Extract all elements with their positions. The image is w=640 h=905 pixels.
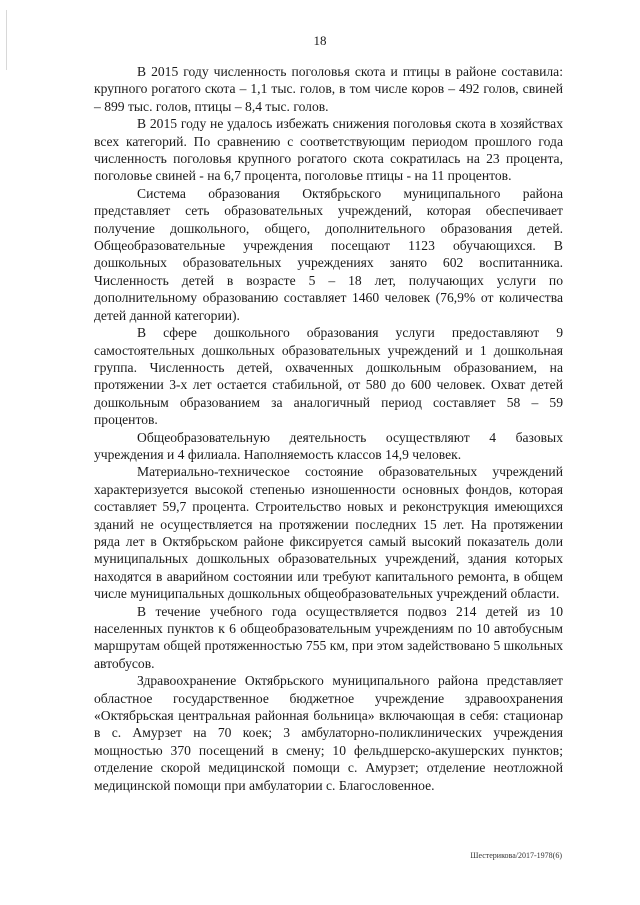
- page-number: 18: [313, 33, 327, 48]
- document-footer-code: Шестерикова/2017-1978(6): [470, 851, 562, 860]
- paragraph-livestock-count: В 2015 году численность поголовья скота и птицы в районе составила: крупного рогатого скота – 1,1 тыс. голов, в том числе коров – 492 голов, свиней – 899 тыс. голов, птицы – 8,4 тыс. голов.: [94, 64, 563, 114]
- document-body: [94, 63, 563, 794]
- paragraph-general-education: Общеобразовательную деятельность осуществляют 4 базовых учреждения и 4 филиала. Наполняемость классов 14,9 человек.: [94, 429, 563, 462]
- paragraph-education-system: Система образования Октябрьского муниципального района представляет сеть образовательных учреждений, которая обеспечивает получение дошкольного, общего, дополнительного образования детей. Общеобразовательные учреждения посещают 1123 обучающихся. В дошкольных образовательных учреждениях занято 602 воспитанника. Численность детей в возрасте 5 – 18 лет, получающих услуги по дополнительному образованию составляет 1460 человек (76,9% от количества детей данной категории).: [94, 185, 563, 323]
- paragraph-school-transport: В течение учебного года осуществляется подвоз 214 детей из 10 населенных пунктов к 6 общеобразовательным учреждениям по 10 автобусным маршрутам общей протяженностью 755 км, при этом задействовано 5 школьных автобусов.: [94, 603, 563, 671]
- paragraph-livestock-decline: В 2015 году не удалось избежать снижения поголовья скота в хозяйствах всех категорий. По сравнению с соответствующим периодом прошлого года численность поголовья крупного рогатого скота сократилась на 23 процента, поголовье свиней - на 6,7 процента, поголовье птицы - на 11 процентов.: [94, 116, 563, 184]
- paragraph-preschool: В сфере дошкольного образования услуги предоставляют 9 самостоятельных дошкольных образовательных учреждений и 1 дошкольная группа. Численность детей, охваченных дошкольным образованием, на протяжении 3-х лет остается стабильной, от 580 до 600 человек. Охват детей дошкольным образованием за аналогичный период составляет 58 – 59 процентов.: [94, 325, 563, 428]
- paragraph-material-condition: Материально-техническое состояние образовательных учреждений характеризуется высокой степенью изношенности основных фондов, которая составляет 59,7 процента. Строительство новых и реконструкция имеющихся зданий не осуществляется на протяжении последних 15 лет. На протяжении ряда лет в Октябрьском районе фиксируется самый высокий показатель доли муниципальных дошкольных образовательных учреждений, здания которых находятся в аварийном состоянии или требуют капитального ремонта, в общем числе муниципальных дошкольных общеобразовательных учреждений области.: [94, 464, 563, 602]
- paragraph-healthcare: Здравоохранение Октябрьского муниципального района представляет областное государственное бюджетное учреждение здравоохранения «Октябрьская центральная районная больница» включающая в себя: стационар в с. Амурзет на 70 коек; 3 амбулаторно-поликлинических учреждения мощностью 370 посещений в смену; 10 фельдшерско-акушерских пунктов; отделение скорой медицинской помощи с. Амурзет; отделение неотложной медицинской помощи при амбулатории с. Благословенное.: [94, 673, 563, 793]
